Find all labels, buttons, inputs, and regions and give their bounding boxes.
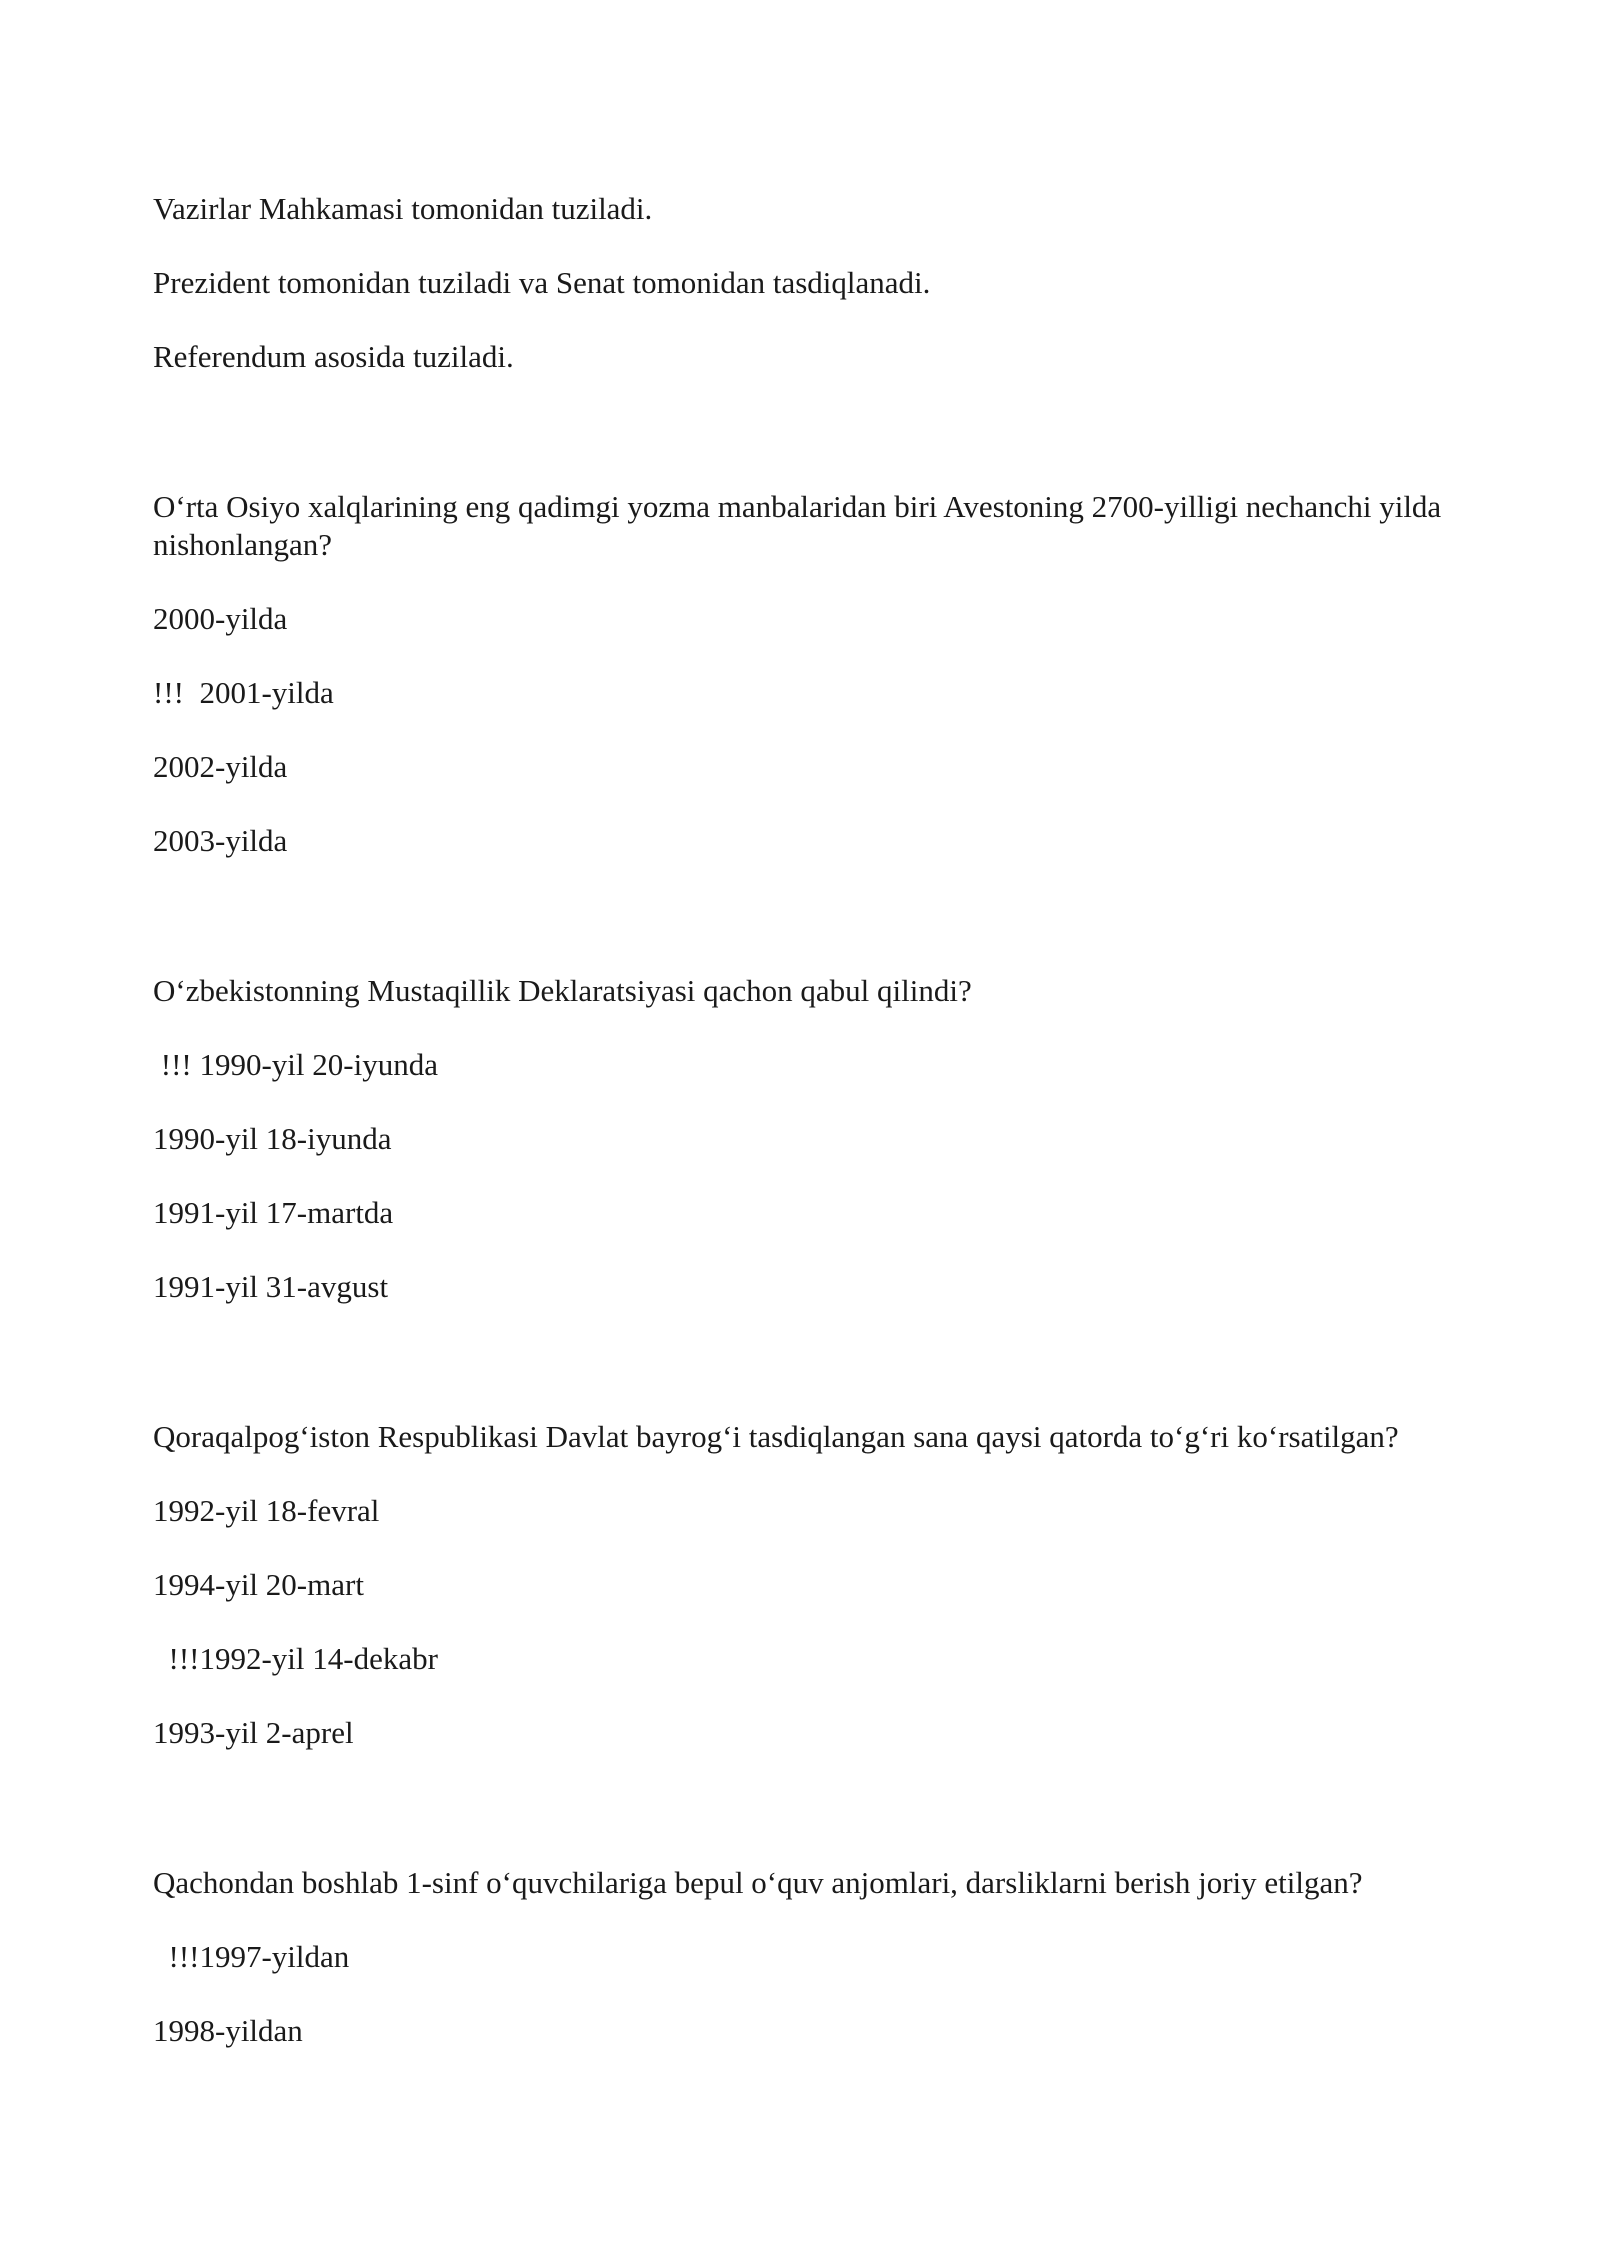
answer-option: 1991-yil 31-avgust	[153, 1269, 389, 1304]
answer-option: 2003-yilda	[153, 823, 288, 858]
answer-option: 1992-yil 18-fevral	[153, 1493, 380, 1528]
document-body	[153, 190, 1453, 2086]
answer-option-correct: !!!1997-yildan	[153, 1939, 350, 1974]
question-text: Qachondan boshlab 1-sinf o‘quvchilariga bepul o‘quv anjomlari, darsliklarni berish joriy etilgan?	[153, 1865, 1363, 1900]
answer-option: 1998-yildan	[153, 2013, 303, 2048]
question-text: O‘rta Osiyo xalqlarining eng qadimgi yozma manbalaridan biri Avestoning 2700-yilligi nechanchi yilda nishonlangan?	[153, 489, 1442, 562]
answer-option-correct: !!!1992-yil 14-dekabr	[153, 1641, 438, 1676]
question-block	[153, 1864, 1453, 2050]
answer-option: Vazirlar Mahkamasi tomonidan tuziladi.	[153, 191, 653, 226]
question-block	[153, 972, 1453, 1306]
question-text: Qoraqalpog‘iston Respublikasi Davlat bayrog‘i tasdiqlangan sana qaysi qatorda to‘g‘ri ko‘rsatilgan?	[153, 1419, 1399, 1454]
answer-option: Prezident tomonidan tuziladi va Senat tomonidan tasdiqlanadi.	[153, 265, 931, 300]
question-text: O‘zbekistonning Mustaqillik Deklaratsiyasi qachon qabul qilindi?	[153, 973, 972, 1008]
question-block	[153, 1418, 1453, 1752]
intro-block	[153, 190, 1453, 376]
answer-option: 1991-yil 17-martda	[153, 1195, 394, 1230]
answer-option: 1993-yil 2-aprel	[153, 1715, 354, 1750]
answer-option: 2000-yilda	[153, 601, 288, 636]
answer-option-correct: !!! 1990-yil 20-iyunda	[153, 1047, 438, 1082]
question-block	[153, 488, 1453, 860]
answer-option: Referendum asosida tuziladi.	[153, 339, 514, 374]
answer-option-correct: !!! 2001-yilda	[153, 675, 334, 710]
answer-option: 1990-yil 18-iyunda	[153, 1121, 392, 1156]
answer-option: 2002-yilda	[153, 749, 288, 784]
answer-option: 1994-yil 20-mart	[153, 1567, 364, 1602]
